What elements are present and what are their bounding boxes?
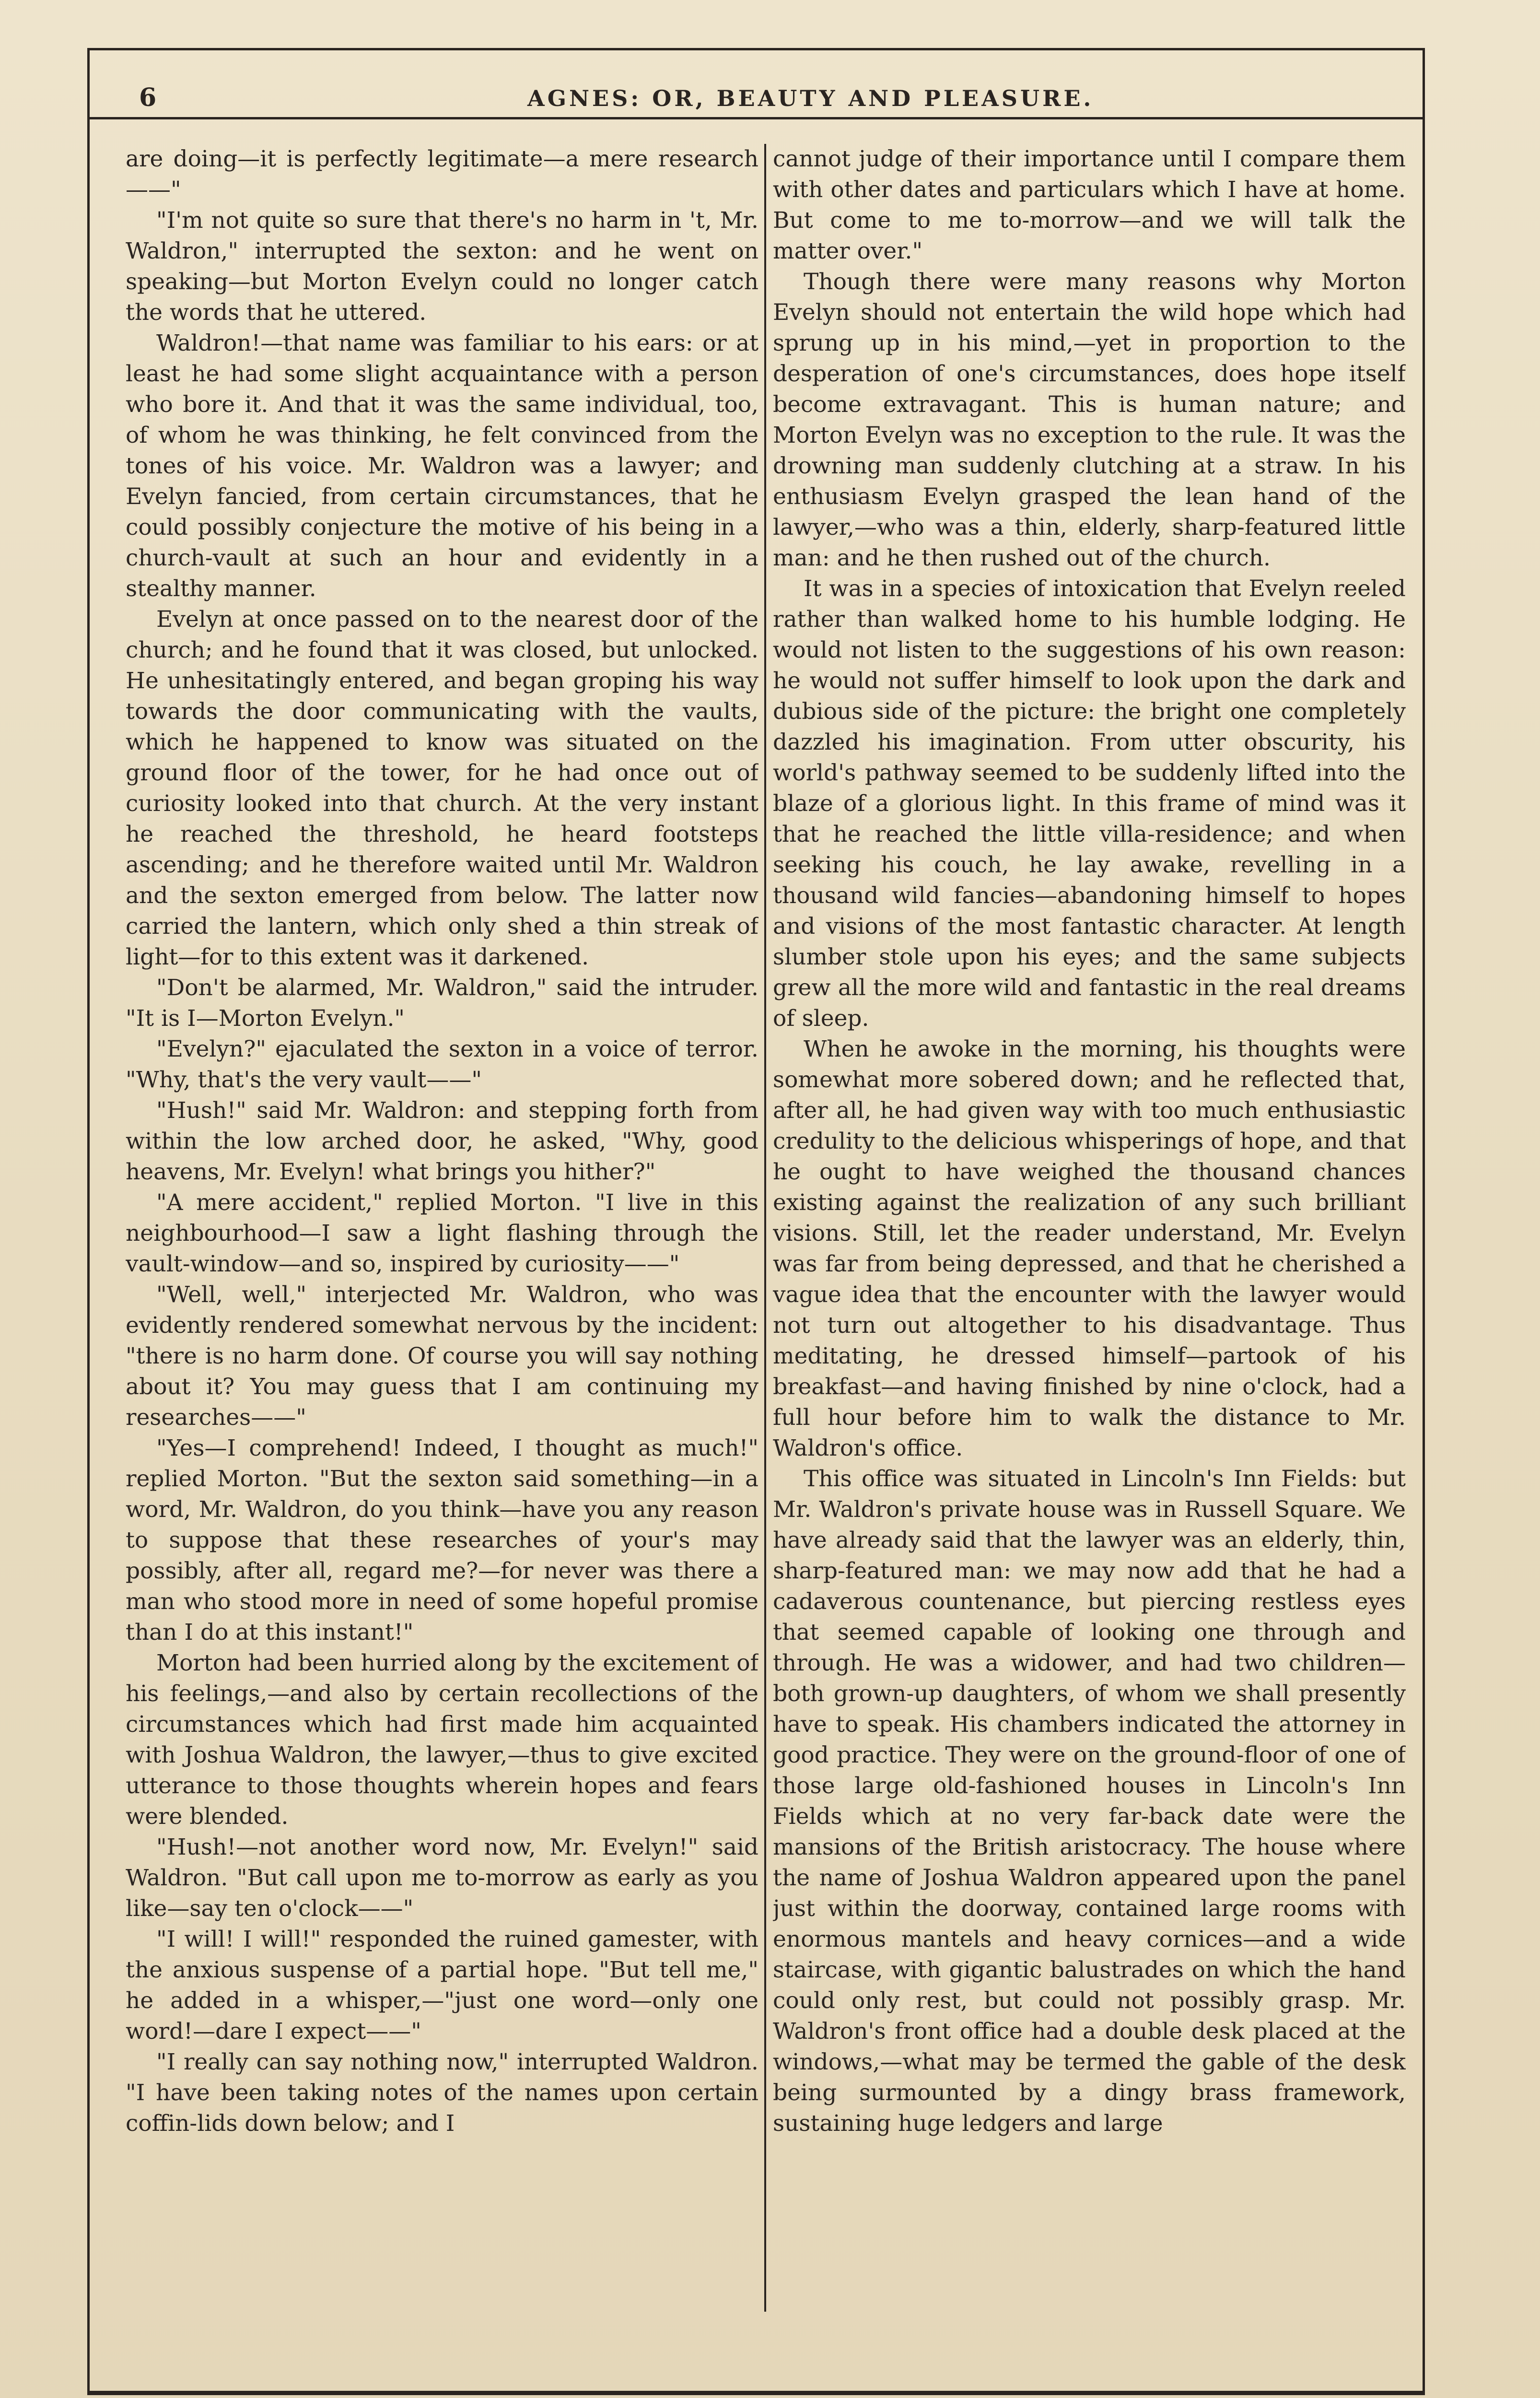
paragraph: "Don't be alarmed, Mr. Waldron," said the intruder. "It is I—Morton Evelyn." xyxy=(126,975,758,1032)
paragraph: Evelyn at once passed on to the nearest door of the church; and he found that it was closed, but unlocked. He unhesitatingly entered, and began groping his way towards the door communicating with the vaults, which he happened to know was situated on the ground floor of the tower, for he had once out of curiosity looked into that church. At the very instant he reached the threshold, he heard footsteps ascending; and he therefore waited until Mr. Waldron and the sexton emerged from below. The latter now carried the lantern, which only shed a thin streak of light—for to this extent was it darkened. xyxy=(126,606,758,970)
paragraph: cannot judge of their importance until I compare them with other dates and particulars which I have at home. But come to me to-morrow—and we will talk the matter over." xyxy=(773,146,1406,264)
paragraph: "A mere accident," replied Morton. "I live in this neighbourhood—I saw a light flashing through the vault-window—and so, inspired by curiosity——" xyxy=(126,1189,758,1277)
paragraph: "I will! I will!" responded the ruined gamester, with the anxious suspense of a partial hope. "But tell me," he added in a whisper,—"just one word—only one word!—dare I expect——" xyxy=(126,1926,758,2045)
running-title: AGNES: OR, BEAUTY AND PLEASURE. xyxy=(527,85,1094,111)
paragraph: "Hush!—not another word now, Mr. Evelyn!" said Waldron. "But call upon me to-morrow as early as you like—say ten o'clock——" xyxy=(126,1834,758,1922)
paragraph: Morton had been hurried along by the excitement of his feelings,—and also by certain recollections of the circumstances which had first made him acquainted with Joshua Waldron, the lawyer,—thus to give excited utterance to those thoughts wherein hopes and fears were blended. xyxy=(126,1650,758,1830)
paragraph: Waldron!—that name was familiar to his ears: or at least he had some slight acquaintance with a person who bore it. And that it was the same individual, too, of whom he was thinking, he felt convinced from the tones of his voice. Mr. Waldron was a lawyer; and Evelyn fancied, from certain circumstances, that he could possibly conjecture the motive of his being in a church-vault at such an hour and evidently in a stealthy manner. xyxy=(126,330,758,602)
paragraph: Though there were many reasons why Morton Evelyn should not entertain the wild hope which had sprung up in his mind,—yet in proportion to the desperation of one's circumstances, does hope itself become extravagant. This is human nature; and Morton Evelyn was no exception to the rule. It was the drowning man suddenly clutching at a straw. In his enthusiasm Evelyn grasped the lean hand of the lawyer,—who was a thin, elderly, sharp-featured little man: and he then rushed out of the church. xyxy=(773,269,1406,571)
paragraph: "Yes—I comprehend! Indeed, I thought as much!" replied Morton. "But the sexton said something—in a word, Mr. Waldron, do you think—have you any reason to suppose that these researches of your's may possibly, after all, regard me?—for never was there a man who stood more in need of some hopeful promise than I do at this instant!" xyxy=(126,1435,758,1646)
paragraph: are doing—it is perfectly legitimate—a mere research——" xyxy=(126,146,758,203)
paragraph: When he awoke in the morning, his thoughts were somewhat more sobered down; and he reflected that, after all, he had given way with too much enthusiastic credulity to the delicious whisperings of hope, and that he ought to have weighed the thousand chances existing against the realization of any such brilliant visions. Still, let the reader understand, Mr. Evelyn was far from being depressed, and that he cherished a vague idea that the encounter with the lawyer would not turn out altogether to his disadvantage. Thus meditating, he dressed himself—partook of his breakfast—and having finished by nine o'clock, had a full hour before him to walk the distance to Mr. Waldron's office. xyxy=(773,1036,1406,1461)
column-divider xyxy=(764,144,766,2312)
paragraph: This office was situated in Lincoln's Inn Fields: but Mr. Waldron's private house was in Russell Square. We have already said that the lawyer was an elderly, thin, sharp-featured man: we may now add that he had a cadaverous countenance, but piercing restless eyes that seemed capable of looking one through and through. He was a widower, and had two children—both grown-up daughters, of whom we shall presently have to speak. His chambers indicated the attorney in good practice. They were on the ground-floor of one of those large old-fashioned houses in Lincoln's Inn Fields which at no very far-back date were the mansions of the British aristocracy. The house where the name of Joshua Waldron appeared upon the panel just within the doorway, contained large rooms with enormous mantels and heavy cornices—and a wide staircase, with gigantic balustrades on which the hand could only rest, but could not possibly grasp. Mr. Waldron's front office had a double desk placed at the windows,—what may be termed the gable of the desk being surmounted by a dingy brass framework, sustaining huge ledgers and large xyxy=(773,1466,1406,2137)
paragraph: "Hush!" said Mr. Waldron: and stepping forth from within the low arched door, he asked, "Why, good heavens, Mr. Evelyn! what brings you hither?" xyxy=(126,1097,758,1185)
paragraph: "I'm not quite so sure that there's no harm in 't, Mr. Waldron," interrupted the sexton: and he went on speaking—but Morton Evelyn could no longer catch the words that he uttered. xyxy=(126,207,758,326)
paragraph: It was in a species of intoxication that Evelyn reeled rather than walked home to his humble lodging. He would not listen to the suggestions of his own reason: he would not suffer himself to look upon the dark and dubious side of the picture: the bright one completely dazzled his imagination. From utter obscurity, his world's pathway seemed to be suddenly lifted into the blaze of a glorious light. In this frame of mind was it that he reached the little villa-residence; and when seeking his couch, he lay awake, revelling in a thousand wild fancies—abandoning himself to hopes and visions of the most fantastic character. At length slumber stole upon his eyes; and the same subjects grew all the more wild and fantastic in the real dreams of sleep. xyxy=(773,576,1406,1032)
left-column xyxy=(126,144,758,2312)
page-number: 6 xyxy=(139,83,157,112)
paragraph: "Evelyn?" ejaculated the sexton in a voice of terror. "Why, that's the very vault——" xyxy=(126,1036,758,1093)
paragraph: "Well, well," interjected Mr. Waldron, who was evidently rendered somewhat nervous by the incident: "there is no harm done. Of course you will say nothing about it? You may guess that I am continuing my researches——" xyxy=(126,1281,758,1431)
right-column xyxy=(773,144,1406,2312)
bottom-rule xyxy=(87,2393,1425,2395)
paragraph: "I really can say nothing now," interrupted Waldron. "I have been taking notes of the names upon certain coffin-lids down below; and I xyxy=(126,2049,758,2137)
header-rule xyxy=(87,117,1425,119)
